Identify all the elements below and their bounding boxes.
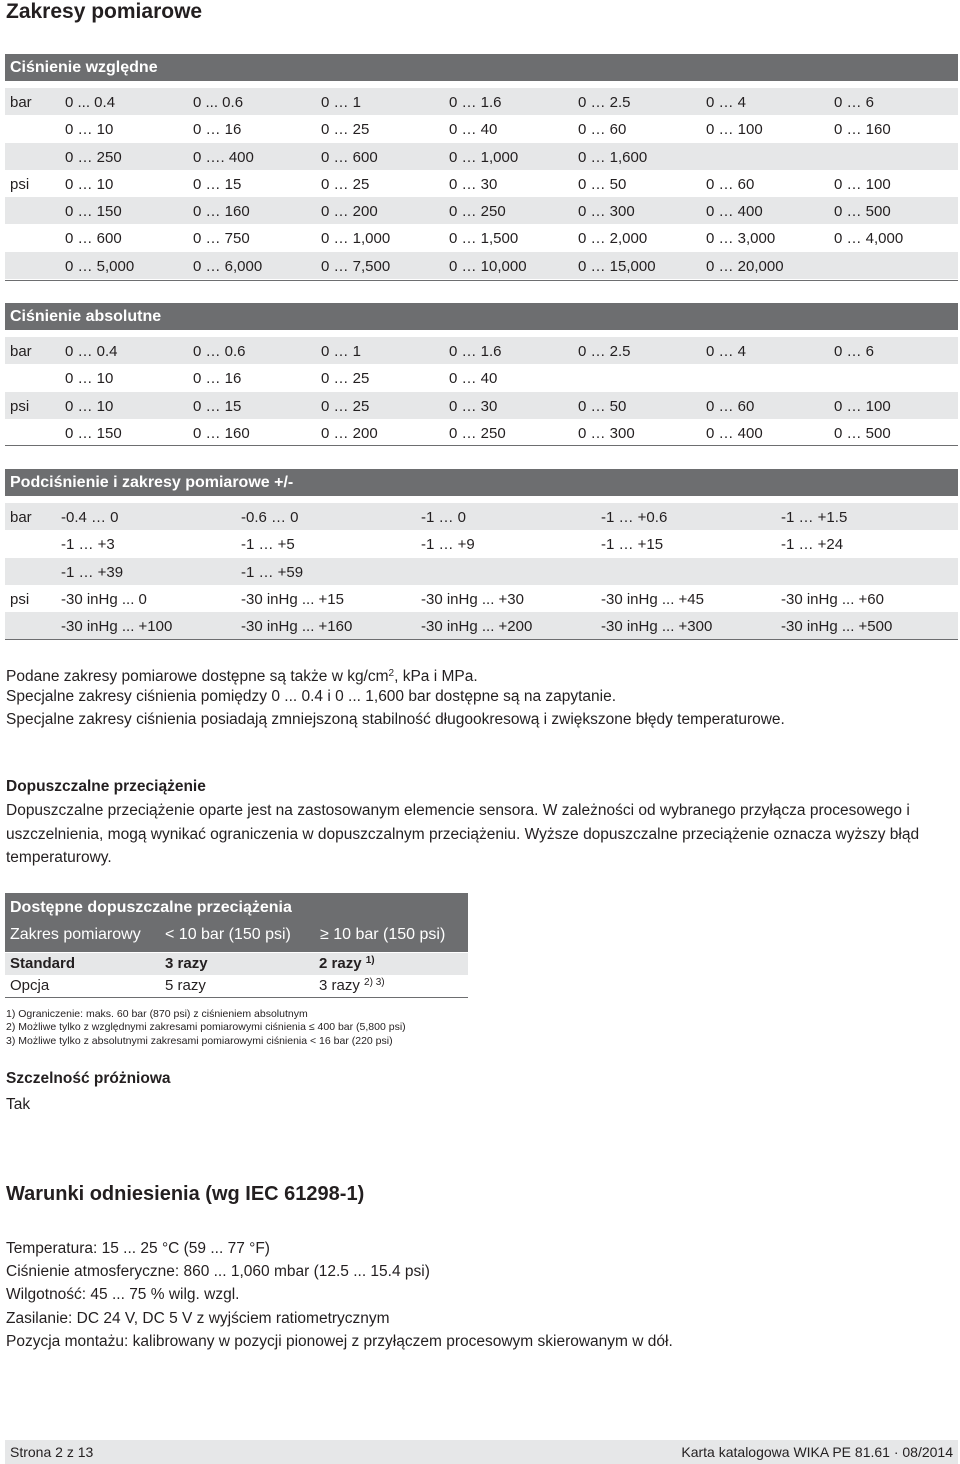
range-cell: 0 … 4 <box>706 343 747 360</box>
range-cell: 0 … 150 <box>65 424 122 442</box>
range-cell: -30 inHg ... 0 <box>61 590 147 608</box>
range-cell: 0 … 25 <box>321 175 370 193</box>
range-cell: -30 inHg ... +45 <box>601 590 704 608</box>
reference-power-supply: Zasilanie: DC 24 V, DC 5 V z wyjściem ratiometrycznym <box>6 1309 390 1327</box>
overload-table-header <box>5 893 468 952</box>
range-cell: 0 … 1 <box>321 94 362 111</box>
range-cell: 0 … 2,000 <box>578 230 648 248</box>
range-cell: -1 … +59 <box>241 563 304 581</box>
range-cell: -1 … +39 <box>61 563 124 581</box>
range-cell: 0 … 1,000 <box>321 230 391 248</box>
range-cell: 0 … 100 <box>834 175 891 193</box>
range-cell: 0 … 250 <box>449 203 506 221</box>
range-cell: 0 … 25 <box>321 121 370 139</box>
range-cell: 0 … 10,000 <box>449 257 527 275</box>
range-cell: -1 … +24 <box>781 536 844 554</box>
range-cell: 0 … 200 <box>321 203 378 221</box>
absolute-range-table <box>5 337 958 446</box>
range-cell: 0 … 300 <box>578 424 635 442</box>
range-cell: 0 … 100 <box>834 397 891 415</box>
overload-cell: Opcja <box>10 977 50 994</box>
range-cell: 0 … 10 <box>65 175 114 193</box>
range-cell: 0 … 250 <box>65 148 122 166</box>
reference-heading: Warunki odniesienia (wg IEC 61298-1) <box>6 1183 365 1205</box>
range-row <box>5 170 958 197</box>
vacuum-range-table <box>5 503 958 639</box>
note-units: Podane zakresy pomiarowe dostępne są także w $kg/cm^2$, kPa i MPa. <box>6 668 478 685</box>
range-cell: 0 … 400 <box>706 203 763 221</box>
range-cell: 0 … 300 <box>578 203 635 221</box>
range-row <box>5 503 958 530</box>
range-cell: 0 … 15 <box>193 175 242 193</box>
range-cell: 0 … 2.5 <box>578 94 631 111</box>
range-row <box>5 143 958 170</box>
range-cell: -30 inHg ... +60 <box>781 590 884 608</box>
vacuum-section-header: Podciśnienie i zakresy pomiarowe +/- <box>5 469 958 496</box>
absolute-table-end-line <box>5 445 958 446</box>
gauge-table-end-line <box>5 280 958 281</box>
range-cell: 0 … 6,000 <box>193 257 263 275</box>
range-cell: 0 … 7,500 <box>321 257 391 275</box>
range-cell: 0 … 16 <box>193 121 242 139</box>
range-row <box>5 364 958 391</box>
reference-temperature: Temperatura: 15 ... 25 °C (59 ... 77 °F) <box>6 1240 270 1257</box>
range-cell: 0 … 250 <box>449 424 506 442</box>
overload-col-below: < 10 bar (150 psi) <box>165 926 291 943</box>
range-cell: 0 … 10 <box>65 397 114 415</box>
range-row <box>5 558 958 585</box>
overload-table-title: Dostępne dopuszczalne przeciążenia <box>10 899 292 916</box>
overload-table-end-line <box>5 997 468 998</box>
range-cell: 0 … 0.4 <box>65 343 118 360</box>
overload-cell: Standard <box>10 955 76 972</box>
footnote-3: 3) Możliwe tylko z absolutnymi zakresami pomiarowymi ciśnienia < 16 bar (220 psi) <box>6 1035 393 1047</box>
range-cell: -30 inHg ... +15 <box>241 590 344 608</box>
range-row <box>5 612 958 639</box>
range-cell: 0 … 40 <box>449 121 498 139</box>
range-cell: 0 … 40 <box>449 370 498 388</box>
range-cell: 0 ... 0.4 <box>65 94 116 111</box>
page-number: Strona 2 z 13 <box>10 1444 94 1460</box>
range-cell: 0 … 50 <box>578 397 627 415</box>
range-cell: -30 inHg ... +200 <box>421 618 533 636</box>
range-cell: 0 … 5,000 <box>65 257 135 275</box>
range-cell: -0.4 … 0 <box>61 509 119 526</box>
overload-row-option <box>5 975 468 997</box>
range-cell: 0 … 1,500 <box>449 230 519 248</box>
range-row <box>5 197 958 224</box>
range-cell: 0 … 3,000 <box>706 230 776 248</box>
range-cell: 0 … 0.6 <box>193 343 246 360</box>
vacuum-tightness-heading: Szczelność próżniowa <box>6 1070 171 1087</box>
gauge-range-table <box>5 88 958 279</box>
document-reference: Karta katalogowa WIKA PE 81.61 · 08/2014 <box>681 1444 953 1460</box>
range-cell: 0 … 1.6 <box>449 343 502 360</box>
footnote-1: 1) Ograniczenie: maks. 60 bar (870 psi) z ciśnieniem absolutnym <box>6 1008 308 1020</box>
page-title: Zakresy pomiarowe <box>6 0 203 23</box>
range-cell: 0 … 30 <box>449 175 498 193</box>
range-cell: 0 … 150 <box>65 203 122 221</box>
range-cell: -1 … +3 <box>61 536 115 554</box>
reference-mounting-position: Pozycja montażu: kalibrowany w pozycji pionowej z przyłączem procesowym skierowanym w dół. <box>6 1332 673 1350</box>
range-row <box>5 337 958 364</box>
overload-col-above: ≥ 10 bar (150 psi) <box>320 926 446 943</box>
overload-col-range: Zakres pomiarowy <box>10 926 141 943</box>
range-cell: -30 inHg ... +100 <box>61 618 173 636</box>
reference-humidity: Wilgotność: 45 ... 75 % wilg. wzgl. <box>6 1286 240 1304</box>
unit-label: bar <box>10 94 32 111</box>
range-row <box>5 530 958 557</box>
range-cell: 0 … 750 <box>193 230 250 248</box>
range-cell: -1 … +1.5 <box>781 509 848 526</box>
overload-row-standard <box>5 953 468 975</box>
range-cell: 0 … 160 <box>193 203 250 221</box>
note-special-ranges: Specjalne zakresy ciśnienia pomiędzy 0 ... 0.4 i 0 ... 1,600 bar dostępne są na zapytanie. <box>6 688 617 705</box>
vacuum-tightness-value: Tak <box>6 1096 31 1113</box>
range-cell: 0 … 25 <box>321 370 370 388</box>
overload-cell: 3 razy $^{2) 3)}$ <box>319 977 385 994</box>
range-cell: -30 inHg ... +500 <box>781 618 893 636</box>
overload-cell: 2 razy $^{1)}$ <box>319 955 375 972</box>
range-cell: 0 … 600 <box>321 148 378 166</box>
unit-label: psi <box>10 175 30 193</box>
range-cell: 0 … 200 <box>321 424 378 442</box>
range-row <box>5 252 958 279</box>
range-cell: 0 … 4 <box>706 94 747 111</box>
range-cell: -30 inHg ... +300 <box>601 618 713 636</box>
range-cell: 0 … 160 <box>834 121 891 139</box>
range-cell: 0 … 20,000 <box>706 257 784 275</box>
range-cell: -30 inHg ... +30 <box>421 590 524 608</box>
range-cell: 0 … 60 <box>706 397 755 415</box>
range-cell: 0 … 1.6 <box>449 94 502 111</box>
unit-label: psi <box>10 397 30 415</box>
range-cell: -1 … +5 <box>241 536 295 554</box>
range-cell: 0 … 15,000 <box>578 257 656 275</box>
range-cell: 0 … 30 <box>449 397 498 415</box>
range-cell: 0 … 4,000 <box>834 230 904 248</box>
range-cell: 0 … 50 <box>578 175 627 193</box>
range-cell: 0 … 1,000 <box>449 148 519 166</box>
range-cell: 0 … 6 <box>834 343 875 360</box>
range-cell: -30 inHg ... +160 <box>241 618 353 636</box>
range-cell: -1 … +9 <box>421 536 475 554</box>
range-cell: 0 …. 400 <box>193 148 254 166</box>
page-footer <box>5 1440 958 1464</box>
range-row <box>5 392 958 419</box>
vacuum-table-end-line <box>5 639 958 640</box>
unit-label: bar <box>10 343 32 360</box>
overload-cell: 5 razy <box>165 977 206 994</box>
range-cell: 0 … 400 <box>706 424 763 442</box>
range-cell: 0 … 1 <box>321 343 362 360</box>
range-cell: 0 … 1,600 <box>578 148 648 166</box>
footnote-2: 2) Możliwe tylko z względnymi zakresami pomiarowymi ciśnienia ≤ 400 bar (5,800 psi) <box>6 1021 406 1033</box>
range-cell: 0 … 500 <box>834 424 891 442</box>
range-cell: 0 … 100 <box>706 121 763 139</box>
range-row <box>5 585 958 612</box>
absolute-section-header: Ciśnienie absolutne <box>5 303 958 330</box>
overload-cell: 3 razy <box>165 955 208 972</box>
reference-conditions <box>6 1237 673 1353</box>
range-cell: -1 … 0 <box>421 509 467 526</box>
overload-text: Dopuszczalne przeciążenie oparte jest na zastosowanym elemencie sensora. W zależności od wybranego przyłącza procesowego i uszczelnienia, mogą wynikać ograniczenia w dopuszczalnym przeciążeniu. Wyższe dopuszczalne przeciążenie oznacza wyższy błąd temperaturowy. <box>6 802 920 866</box>
overload-heading: Dopuszczalne przeciążenie <box>6 778 206 795</box>
range-row <box>5 419 958 446</box>
range-row <box>5 115 958 142</box>
range-cell: 0 … 10 <box>65 121 114 139</box>
range-row <box>5 88 958 115</box>
range-row <box>5 224 958 251</box>
range-cell: 0 … 60 <box>706 175 755 193</box>
range-cell: 0 … 60 <box>578 121 627 139</box>
range-cell: 0 ... 0.6 <box>193 94 244 111</box>
range-cell: 0 … 500 <box>834 203 891 221</box>
range-cell: 0 … 16 <box>193 370 242 388</box>
unit-label: psi <box>10 590 30 608</box>
note-special-stability: Specjalne zakresy ciśnienia posiadają zmniejszoną stabilność długookresową i zwiększone błędy temperaturowe. <box>6 711 785 728</box>
unit-label: bar <box>10 509 32 526</box>
range-cell: 0 … 10 <box>65 370 114 388</box>
range-cell: 0 … 600 <box>65 230 122 248</box>
gauge-section-header: Ciśnienie względne <box>5 54 958 81</box>
range-cell: 0 … 160 <box>193 424 250 442</box>
range-cell: 0 … 25 <box>321 397 370 415</box>
range-cell: 0 … 2.5 <box>578 343 631 360</box>
reference-atmospheric-pressure: Ciśnienie atmosferyczne: 860 ... 1,060 mbar (12.5 ... 15.4 psi) <box>6 1263 430 1281</box>
range-cell: -1 … +0.6 <box>601 509 668 526</box>
range-cell: 0 … 15 <box>193 397 242 415</box>
range-cell: -1 … +15 <box>601 536 664 554</box>
range-cell: -0.6 … 0 <box>241 509 299 526</box>
range-cell: 0 … 6 <box>834 94 875 111</box>
